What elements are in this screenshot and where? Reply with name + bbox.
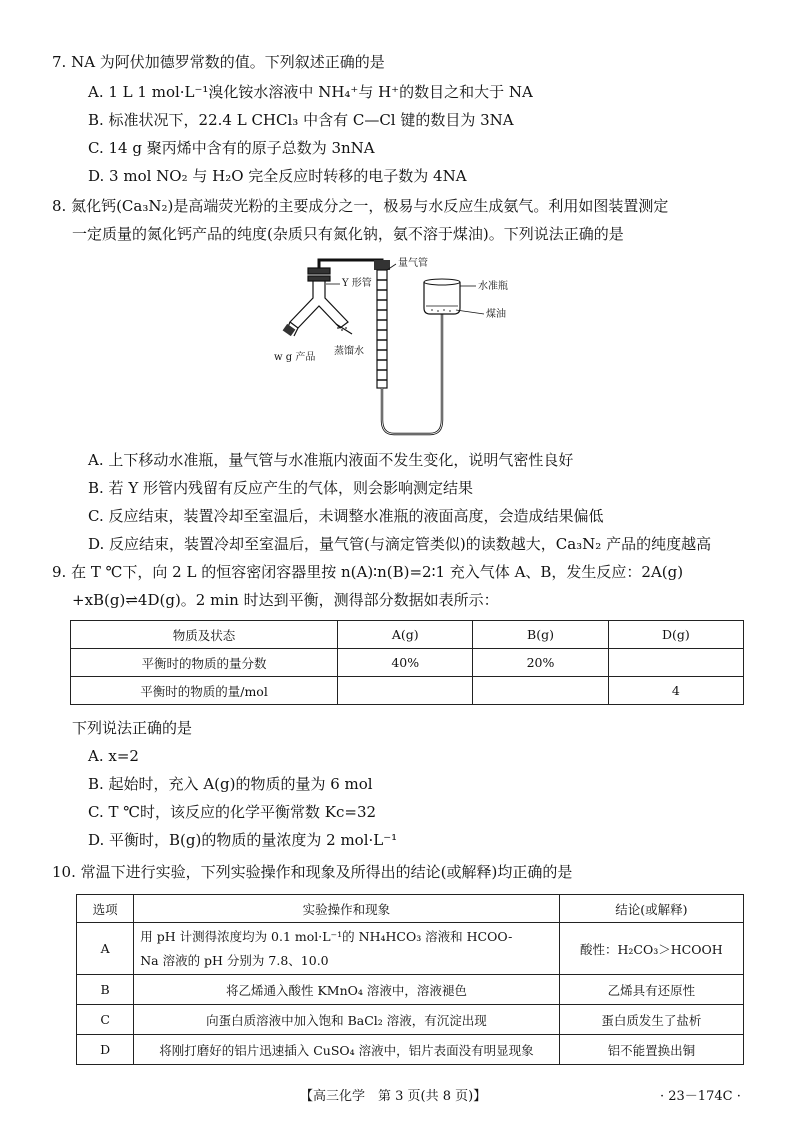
table-cell: 40% — [338, 649, 473, 677]
q9-option-d: D. 平衡时，B(g)的物质的量浓度为 2 mol·L⁻¹ — [88, 831, 398, 849]
table-cell: A — [77, 923, 134, 975]
table-cell: 平衡时的物质的量分数 — [71, 649, 338, 677]
q9-data-table — [70, 620, 744, 705]
sample-stopper — [283, 324, 296, 336]
q9-col-header: D(g) — [608, 621, 743, 649]
table-cell: B — [77, 975, 134, 1005]
table-cell: D — [77, 1035, 134, 1065]
table-cell: 将刚打磨好的铝片迅速插入 CuSO₄ 溶液中，铝片表面没有明显现象 — [134, 1035, 559, 1065]
q9-stem-1: 9. 在 T ℃下，向 2 L 的恒容密闭容器里按 n(A)∶n(B)=2∶1 充入气体 A、B，发生反应：2A(g) — [52, 563, 684, 581]
label-kerosene: 煤油 — [486, 309, 506, 320]
page-footer: 【高三化学 第 3 页(共 8 页)】 — [300, 1089, 487, 1104]
table-cell: 平衡时的物质的量/mol — [71, 677, 338, 705]
table-cell: 铝不能置换出铜 — [559, 1035, 743, 1065]
connecting-tube — [319, 260, 382, 268]
table-row — [77, 1035, 744, 1065]
q10-experiment-table — [76, 894, 744, 1065]
label-gas-tube: 量气管 — [398, 258, 428, 269]
q8-option-a: A. 上下移动水准瓶，量气管与水准瓶内液面不发生变化，说明气密性良好 — [88, 451, 574, 469]
q9-col-header: A(g) — [338, 621, 473, 649]
q8-stem-2: 一定质量的氮化钙产品的纯度(杂质只有氮化钠，氨不溶于煤油)。下列说法正确的是 — [72, 225, 624, 243]
table-row — [77, 975, 744, 1005]
table-cell — [134, 923, 559, 975]
rubber-hose — [382, 314, 442, 434]
table-cell — [608, 649, 743, 677]
table-cell: C — [77, 1005, 134, 1035]
table-row — [77, 923, 744, 975]
table-cell — [338, 677, 473, 705]
q8-option-b: B. 若 Y 形管内残留有反应产生的气体，则会影响测定结果 — [88, 479, 473, 497]
q9-option-c: C. T ℃时，该反应的化学平衡常数 Kc=32 — [88, 803, 377, 821]
table-cell: 酸性：H₂CO₃＞HCOOH — [559, 923, 743, 975]
table-cell: 乙烯具有还原性 — [559, 975, 743, 1005]
q10-stem: 10. 常温下进行实验，下列实验操作和现象及所得出的结论(或解释)均正确的是 — [52, 863, 573, 881]
q10-col-header: 选项 — [77, 895, 134, 923]
table-cell: 蛋白质发生了盐析 — [559, 1005, 743, 1035]
exam-code: · 23－174C · — [660, 1089, 741, 1104]
table-cell: 向蛋白质溶液中加入饱和 BaCl₂ 溶液，有沉淀出现 — [134, 1005, 559, 1035]
table-row — [71, 649, 744, 677]
q9-col-header: 物质及状态 — [71, 621, 338, 649]
q8-option-c: C. 反应结束，装置冷却至室温后，未调整水准瓶的液面高度，会造成结果偏低 — [88, 507, 604, 525]
q8-stem-1: 8. 氮化钙(Ca₃N₂)是高端荧光粉的主要成分之一，极易与水反应生成氨气。利用如图装置测定 — [52, 197, 669, 215]
q10-col-header: 实验操作和现象 — [134, 895, 559, 923]
cell-line: Na 溶液的 pH 分别为 7.8、10.0 — [140, 952, 329, 968]
table-cell: 20% — [473, 649, 608, 677]
label-y-tube: Y 形管 — [342, 278, 372, 289]
stopper-top — [374, 260, 390, 270]
leveling-bottle — [424, 279, 460, 314]
q7-option-b: B. 标准状况下，22.4 L CHCl₃ 中含有 C—Cl 键的数目为 3NA — [88, 111, 514, 129]
gas-burette — [377, 270, 387, 388]
q7-option-d: D. 3 mol NO₂ 与 H₂O 完全反应时转移的电子数为 4NA — [88, 167, 467, 185]
q8-option-d: D. 反应结束，装置冷却至室温后，量气管(与滴定管类似)的读数越大，Ca₃N₂ 产品的纯度越高 — [88, 535, 712, 553]
label-level-bottle: 水准瓶 — [478, 281, 508, 292]
q7-option-a: A. 1 L 1 mol·L⁻¹溴化铵水溶液中 NH₄⁺与 H⁺的数目之和大于 NA — [88, 83, 533, 101]
q9-col-header: B(g) — [473, 621, 608, 649]
label-distilled-water: 蒸馏水 — [334, 346, 364, 357]
label-sample: w g 产品 — [274, 352, 316, 363]
table-cell — [473, 677, 608, 705]
cell-line: 用 pH 计测得浓度均为 0.1 mol·L⁻¹的 NH₄HCO₃ 溶液和 HCOO- — [140, 928, 513, 944]
table-row — [71, 677, 744, 705]
table-cell: 4 — [608, 677, 743, 705]
q9-option-a: A. x=2 — [88, 747, 139, 765]
rubber-hose-inner — [382, 314, 442, 434]
q9-prompt: 下列说法正确的是 — [72, 719, 193, 737]
q9-option-b: B. 起始时，充入 A(g)的物质的量为 6 mol — [88, 775, 373, 793]
q7-stem: 7. NA 为阿伏加德罗常数的值。下列叙述正确的是 — [52, 53, 385, 71]
table-row — [77, 1005, 744, 1035]
q7-option-c: C. 14 g 聚丙烯中含有的原子总数为 3nNA — [88, 139, 375, 157]
gas-measuring-apparatus — [270, 254, 530, 440]
q9-stem-2: +xB(g)⇌4D(g)。2 min 时达到平衡，测得部分数据如表所示： — [72, 591, 499, 609]
table-cell: 将乙烯通入酸性 KMnO₄ 溶液中，溶液褪色 — [134, 975, 559, 1005]
q10-col-header: 结论(或解释) — [559, 895, 743, 923]
